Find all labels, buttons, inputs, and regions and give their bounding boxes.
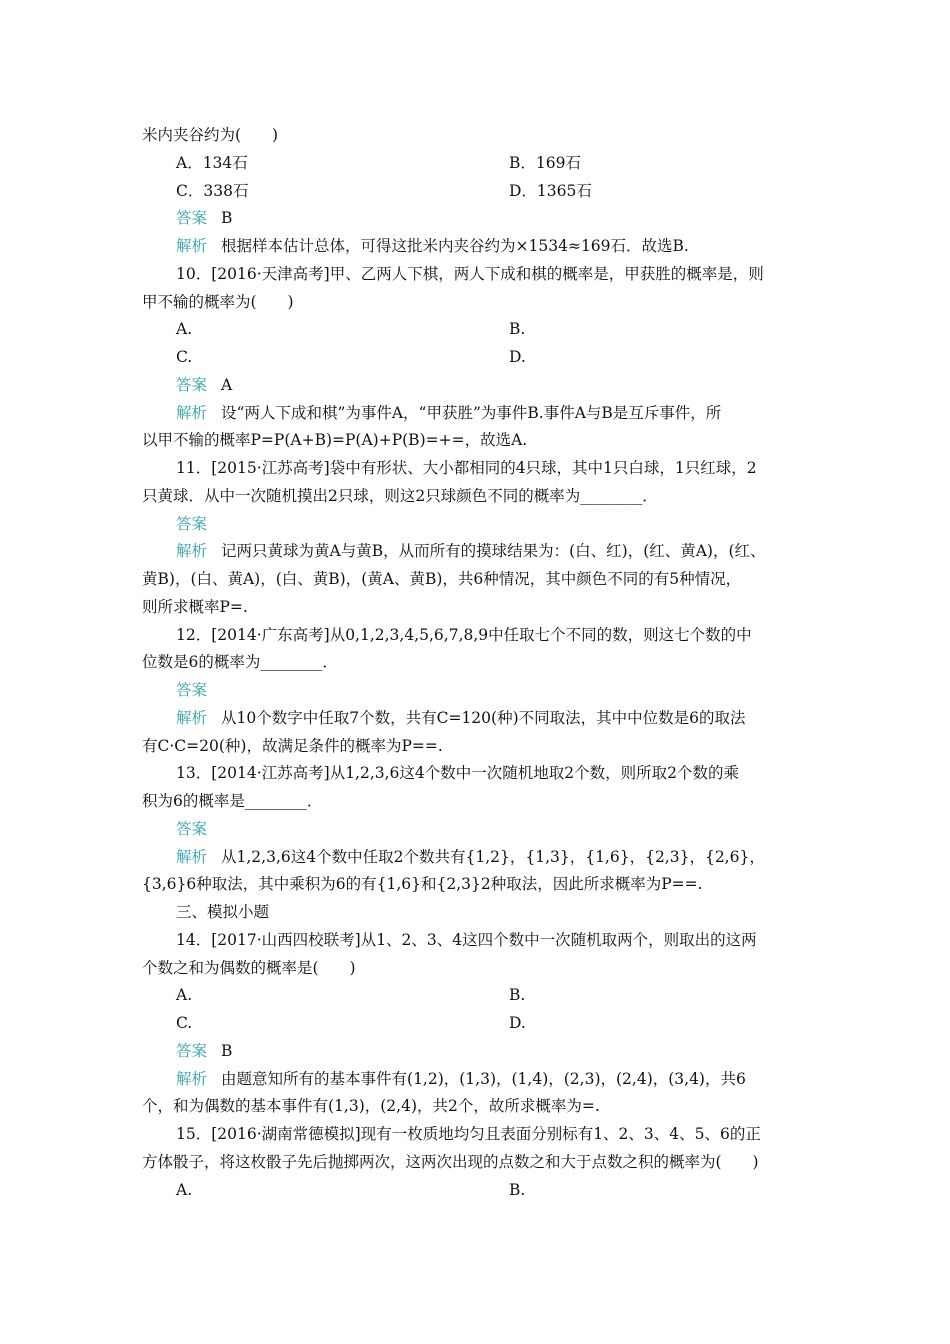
line-text: B．169石 xyxy=(509,154,581,172)
line-text: A. xyxy=(176,1181,193,1199)
line-text: 位数是6的概率为________． xyxy=(142,653,338,671)
text-line xyxy=(176,1068,746,1090)
text-line xyxy=(142,735,810,757)
line-text: B xyxy=(221,209,233,227)
text-line xyxy=(142,596,810,618)
text-line xyxy=(142,957,810,979)
line-text: 12．[2014·广东高考]从0,1,2,3,4,5,6,7,8,9中任取七个不同的数，则这七个数的中 xyxy=(176,626,752,644)
text-line xyxy=(176,180,248,202)
text-line xyxy=(142,790,810,812)
line-text: 13．[2014·江苏高考]从1,2,3,6这4个数中一次随机地取2个数，则所取2个数的乘 xyxy=(176,764,740,782)
text-line xyxy=(176,1012,192,1034)
line-text: D. xyxy=(509,1014,526,1032)
line-text: 设“两人下成和棋”为事件A，“甲获胜”为事件B.事件A与B是互斥事件，所 xyxy=(221,404,722,422)
text-line xyxy=(142,429,810,451)
line-text: 从1,2,3,6这4个数中任取2个数共有{1,2}，{1,3}，{1,6}，{2,3}，{2,6}， xyxy=(221,848,765,866)
text-line xyxy=(176,679,221,701)
line-text: A. xyxy=(176,986,193,1004)
line-text: A．134石 xyxy=(176,154,248,172)
line-text: 15．[2016·湖南常德模拟]现有一枚质地均匀且表面分别标有1、2、3、4、5、6的正 xyxy=(176,1125,761,1143)
text-line xyxy=(509,1012,526,1034)
answer-label: 答案 xyxy=(176,681,208,699)
line-text: 则所求概率P=. xyxy=(142,598,248,616)
line-text: 只黄球．从中一次随机摸出2只球，则这2只球颜色不同的概率为________． xyxy=(142,487,658,505)
line-text: 根据样本估计总体，可得这批米内夹谷约为×1534≈169石．故选B. xyxy=(221,237,689,255)
text-line xyxy=(176,707,746,729)
answer-label: 解析 xyxy=(176,237,208,255)
line-text: B. xyxy=(509,986,526,1004)
text-line xyxy=(176,984,192,1006)
answer-label: 答案 xyxy=(176,515,208,533)
text-line xyxy=(176,1040,232,1062)
line-text: 方体骰子，将这枚骰子先后抛掷两次，这两次出现的点数之和大于点数之积的概率为( ) xyxy=(142,1153,759,1171)
text-line xyxy=(509,152,581,174)
line-text: {3,6}6种取法，其中乘积为6的有{1,6}和{2,3}2种取法，因此所求概率为P==. xyxy=(142,875,703,893)
text-line xyxy=(142,291,810,313)
text-line xyxy=(176,374,232,396)
line-text: 记两只黄球为黄A与黄B，从而所有的摸球结果为：(白、红)，(红、黄A)，(红、 xyxy=(221,542,766,560)
line-text: 个，和为偶数的基本事件有(1,3)，(2,4)，共2个，故所求概率为=. xyxy=(142,1097,600,1115)
text-line xyxy=(142,651,810,673)
answer-label: 解析 xyxy=(176,848,208,866)
line-text: B. xyxy=(509,1181,526,1199)
line-text: 甲不输的概率为( ) xyxy=(142,293,294,311)
line-text: B xyxy=(221,1042,233,1060)
line-text: B. xyxy=(509,320,526,338)
text-line xyxy=(176,235,689,257)
line-text: C．338石 xyxy=(176,182,249,200)
text-line xyxy=(176,457,757,479)
text-line xyxy=(176,540,766,562)
text-line xyxy=(176,846,765,868)
line-text: C. xyxy=(176,348,193,366)
line-text: C. xyxy=(176,1014,193,1032)
line-text: 14．[2017·山西四校联考]从1、2、3、4这四个数中一次随机取两个，则取出的这两 xyxy=(176,931,757,949)
text-line xyxy=(176,207,232,229)
answer-label: 解析 xyxy=(176,709,208,727)
line-text: 积为6的概率是________． xyxy=(142,792,323,810)
text-line xyxy=(176,929,757,951)
line-text: A. xyxy=(176,320,193,338)
line-text: 黄B)，(白、黄A)，(白、黄B)，(黄A、黄B)，共6种情况，其中颜色不同的有5种情况， xyxy=(142,570,742,588)
line-text: 10．[2016·天津高考]甲、乙两人下棋，两人下成和棋的概率是，甲获胜的概率是，则 xyxy=(176,265,764,283)
answer-label: 解析 xyxy=(176,1070,208,1088)
text-line xyxy=(176,263,764,285)
text-line xyxy=(176,1123,761,1145)
answer-label: 解析 xyxy=(176,404,208,422)
answer-label: 答案 xyxy=(176,1042,208,1060)
text-line xyxy=(509,984,525,1006)
text-line xyxy=(509,318,525,340)
text-line xyxy=(142,1151,810,1173)
answer-label: 解析 xyxy=(176,542,208,560)
text-line xyxy=(176,762,739,784)
answer-label: 答案 xyxy=(176,376,208,394)
text-line xyxy=(142,124,810,146)
text-line xyxy=(142,485,810,507)
text-line xyxy=(142,568,810,590)
text-line xyxy=(176,818,221,840)
text-line xyxy=(142,873,810,895)
line-text: 从10个数字中任取7个数，共有C=120(种)不同取法，其中中位数是6的取法 xyxy=(221,709,746,727)
text-line xyxy=(176,901,269,923)
line-text: 由题意知所有的基本事件有(1,2)，(1,3)，(1,4)，(2,3)，(2,4)，(3,4)，共6 xyxy=(221,1070,746,1088)
text-line xyxy=(509,1179,525,1201)
text-line xyxy=(509,180,592,202)
line-text: D．1365石 xyxy=(509,182,592,200)
line-text: D. xyxy=(509,348,526,366)
text-line xyxy=(176,318,192,340)
answer-label: 答案 xyxy=(176,209,208,227)
text-line xyxy=(176,152,248,174)
line-text: 有C·C=20(种)，故满足条件的概率为P==. xyxy=(142,737,443,755)
answer-label: 答案 xyxy=(176,820,208,838)
text-line xyxy=(176,346,192,368)
text-line xyxy=(176,513,221,535)
text-line xyxy=(176,402,721,424)
line-text: 以甲不输的概率P=P(A+B)=P(A)+P(B)=+=，故选A. xyxy=(142,431,528,449)
text-line xyxy=(176,1179,192,1201)
line-text: 三、模拟小题 xyxy=(176,903,270,921)
line-text: 个数之和为偶数的概率是( ) xyxy=(142,959,356,977)
line-text: A xyxy=(221,376,233,394)
line-text: 米内夹谷约为( ) xyxy=(142,126,279,144)
text-line xyxy=(142,1095,810,1117)
text-line xyxy=(176,624,752,646)
text-line xyxy=(509,346,526,368)
line-text: 11．[2015·江苏高考]袋中有形状、大小都相同的4只球，其中1只白球，1只红球，2 xyxy=(176,459,757,477)
